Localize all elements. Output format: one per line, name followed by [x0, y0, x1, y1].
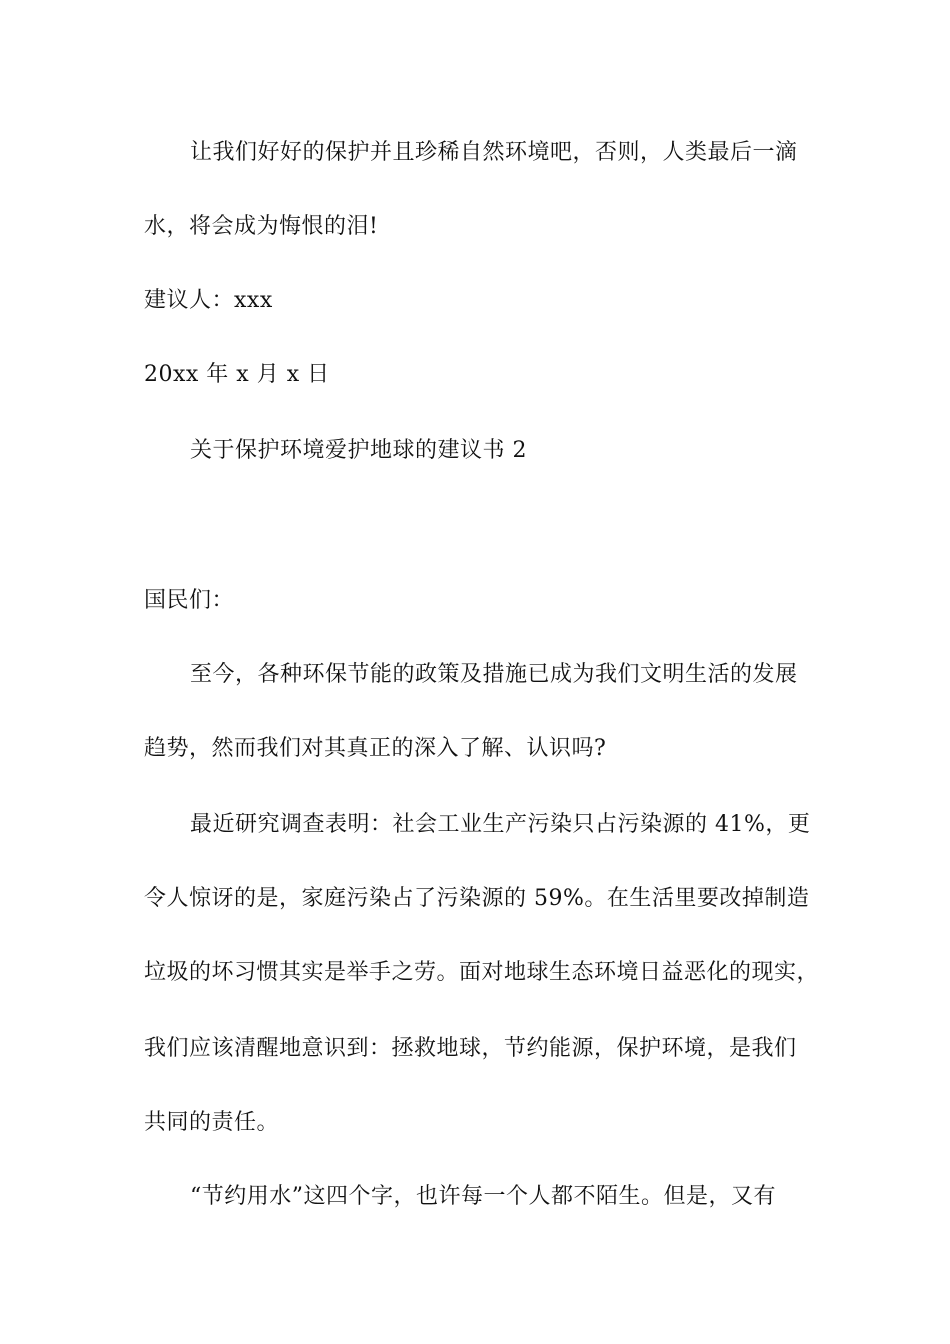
paragraph-line: 最近研究调查表明：社会工业生产污染只占污染源的 41%，更 — [190, 812, 811, 837]
paragraph-line: 让我们好好的保护并且珍稀自然环境吧，否则，人类最后一滴 — [190, 140, 798, 165]
paragraph-line: 至今，各种环保节能的政策及措施已成为我们文明生活的发展 — [190, 662, 798, 687]
section-title: 关于保护环境爱护地球的建议书 2 — [190, 438, 527, 463]
paragraph-line: 垃圾的坏习惯其实是举手之劳。面对地球生态环境日益恶化的现实， — [144, 960, 820, 985]
paragraph-line: 趋势，然而我们对其真正的深入了解、认识吗? — [144, 736, 607, 761]
paragraph-line: 水，将会成为悔恨的泪! — [144, 214, 379, 239]
paragraph-line: 我们应该清醒地意识到：拯救地球，节约能源，保护环境，是我们 — [144, 1036, 797, 1061]
signature-line: 建议人：xxx — [144, 288, 273, 313]
paragraph-line: “节约用水”这四个字，也许每一个人都不陌生。但是，又有 — [190, 1184, 776, 1209]
paragraph-line: 令人惊讶的是，家庭污染占了污染源的 59%。在生活里要改掉制造 — [144, 886, 810, 911]
salutation: 国民们： — [144, 588, 235, 613]
date-line: 20xx 年 x 月 x 日 — [144, 362, 330, 387]
paragraph-line: 共同的责任。 — [144, 1110, 280, 1135]
